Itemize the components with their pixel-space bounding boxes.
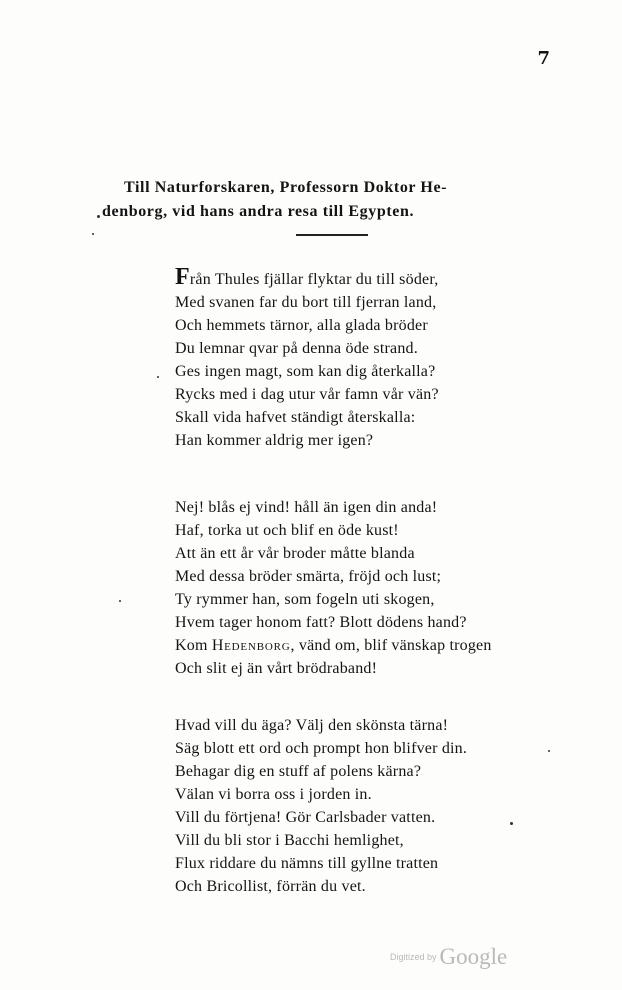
verse-line: Nej! blås ej vind! håll än igen din anda! — [175, 499, 438, 516]
verse-line: Flux riddare du nämns till gyllne tratten — [175, 855, 439, 872]
digitized-by-label: Digitized by — [390, 952, 437, 962]
print-speck — [548, 750, 550, 752]
verse-line: Vill du förtjena! Gör Carlsbader vatten. — [175, 809, 436, 826]
verse-line: Han kommer aldrig mer igen? — [175, 432, 374, 449]
print-speck — [97, 215, 100, 218]
poem-title-line-2: denborg, vid hans andra resa till Egypten. — [102, 203, 415, 220]
title-divider — [296, 234, 368, 236]
verse-line-text: rån Thules fjällar flyktar du till söder, — [189, 271, 439, 288]
page-number: 7 — [537, 48, 550, 69]
verse-line — [175, 634, 535, 657]
verse-line: Ty rymmer han, som fogeln uti skogen, — [175, 591, 435, 608]
print-speck — [510, 822, 513, 825]
digitized-watermark — [390, 944, 507, 970]
stanza-2 — [175, 496, 535, 680]
verse-line: Hvem tager honom fatt? Blott dödens hand? — [175, 614, 467, 631]
verse-line: Skall vida hafvet ständigt återskalla: — [175, 409, 416, 426]
verse-line: Hvad vill du äga? Välj den skönsta tärna! — [175, 717, 449, 734]
verse-line: Att än ett år vår broder måtte blanda — [175, 545, 415, 562]
verse-line-text: , vänd om, blif vänskap trogen — [290, 637, 492, 654]
verse-line: Och Bricollist, förrän du vet. — [175, 878, 366, 895]
verse-line: Rycks med i dag utur vår famn vår vän? — [175, 386, 439, 403]
stanza-1 — [175, 264, 535, 452]
verse-line: Välan vi borra oss i jorden in. — [175, 786, 372, 803]
verse-line — [175, 264, 535, 291]
print-speck — [92, 233, 94, 235]
poem-title-line-1: Till Naturforskaren, Professorn Doktor He- — [124, 179, 448, 196]
verse-line: Och slit ej än vårt brödraband! — [175, 660, 378, 677]
drop-cap: F — [175, 264, 190, 290]
print-speck — [157, 376, 159, 378]
verse-line: Med svanen far du bort till fjerran land, — [175, 294, 437, 311]
poem-title — [92, 176, 562, 224]
stanza-3 — [175, 714, 535, 898]
verse-line: Säg blott ett ord och prompt hon blifver din. — [175, 740, 468, 757]
google-wordmark: Google — [439, 944, 508, 969]
person-name: Hedenborg — [211, 637, 291, 654]
verse-line-text: Kom — [175, 637, 212, 654]
verse-line: Haf, torka ut och blif en öde kust! — [175, 522, 399, 539]
verse-line: Ges ingen magt, som kan dig återkalla? — [175, 363, 436, 380]
print-speck — [119, 600, 121, 602]
verse-line: Behagar dig en stuff af polens kärna? — [175, 763, 422, 780]
verse-line: Med dessa bröder smärta, fröjd och lust; — [175, 568, 442, 585]
verse-line: Du lemnar qvar på denna öde strand. — [175, 340, 418, 357]
verse-line: Och hemmets tärnor, alla glada bröder — [175, 317, 428, 334]
verse-line: Vill du bli stor i Bacchi hemlighet, — [175, 832, 404, 849]
